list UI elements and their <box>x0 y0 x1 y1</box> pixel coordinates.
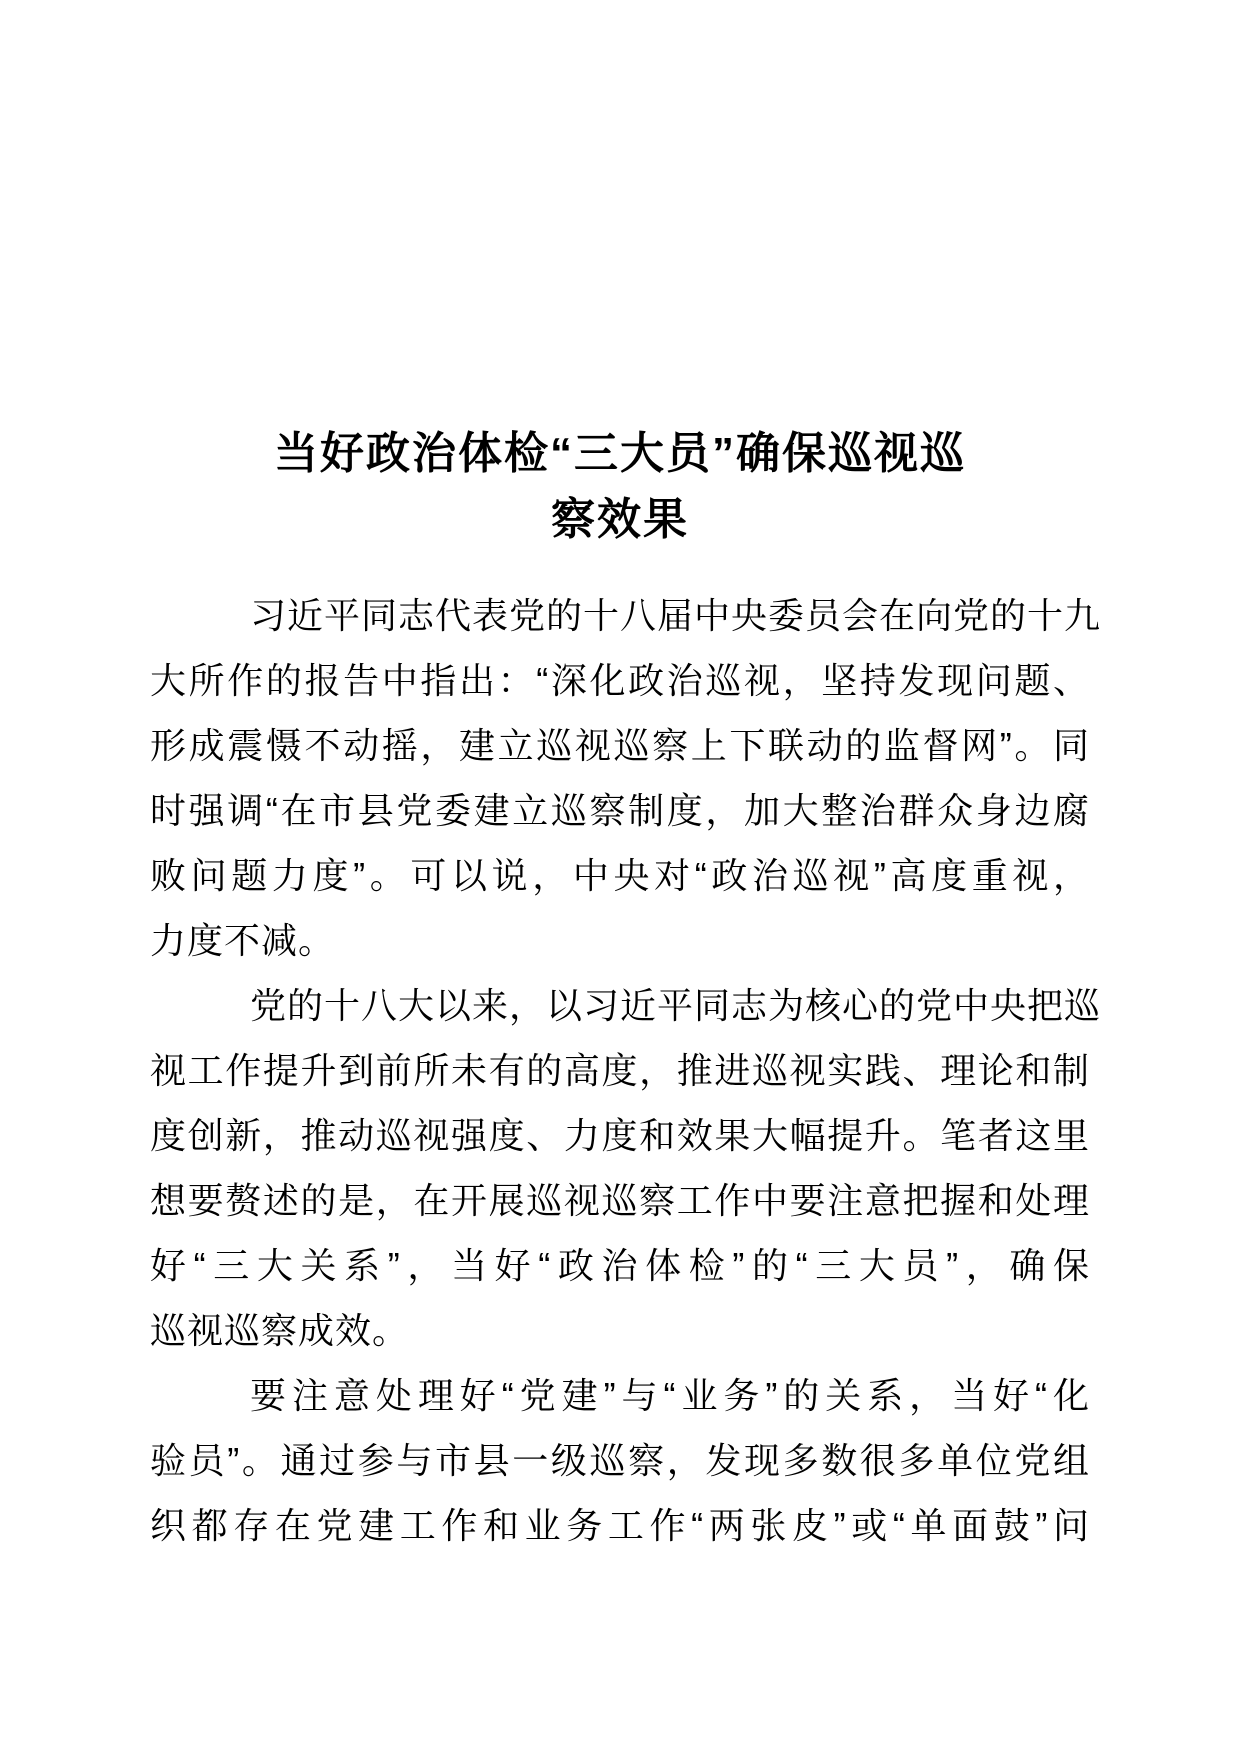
text-line: 验员”。通过参与市县一级巡察，发现多数很多单位党组 <box>150 1440 1090 1481</box>
text-line: 度创新，推动巡视强度、力度和效果大幅提升。笔者这里 <box>150 1115 1090 1156</box>
text-line: 织都存在党建工作和业务工作“两张皮”或“单面鼓”问 <box>150 1505 1090 1546</box>
text-line: 习近平同志代表党的十八届中央委员会在向党的十九 <box>250 595 1102 636</box>
paragraph-2 <box>150 973 1102 1363</box>
title-line-2: 察效果 <box>551 495 689 544</box>
text-line: 大所作的报告中指出：“深化政治巡视，坚持发现问题、 <box>150 660 1090 701</box>
text-line: 党的十八大以来，以习近平同志为核心的党中央把巡 <box>250 985 1102 1026</box>
text-line: 视工作提升到前所未有的高度，推进巡视实践、理论和制 <box>150 1050 1090 1091</box>
text-line: 要注意处理好“党建”与“业务”的关系，当好“化 <box>250 1375 1090 1416</box>
paragraph-1 <box>150 583 1102 973</box>
document-body <box>150 583 1102 1558</box>
paragraph-3 <box>150 1363 1090 1558</box>
text-line: 想要赘述的是，在开展巡视巡察工作中要注意把握和处理 <box>150 1180 1090 1221</box>
text-line: 好“三大关系”，当好“政治体检”的“三大员”，确保 <box>150 1245 1090 1286</box>
title-line-1: 当好政治体检“三大员”确保巡视巡 <box>274 429 966 478</box>
text-line: 巡视巡察成效。 <box>150 1310 410 1351</box>
text-line: 力度不减。 <box>150 920 336 961</box>
text-line: 时强调“在市县党委建立巡察制度，加大整治群众身边腐 <box>150 790 1090 831</box>
document-title <box>150 421 1090 553</box>
text-line: 败问题力度”。可以说，中央对“政治巡视”高度重视， <box>150 855 1090 896</box>
text-line: 形成震慑不动摇，建立巡视巡察上下联动的监督网”。同 <box>150 725 1090 766</box>
